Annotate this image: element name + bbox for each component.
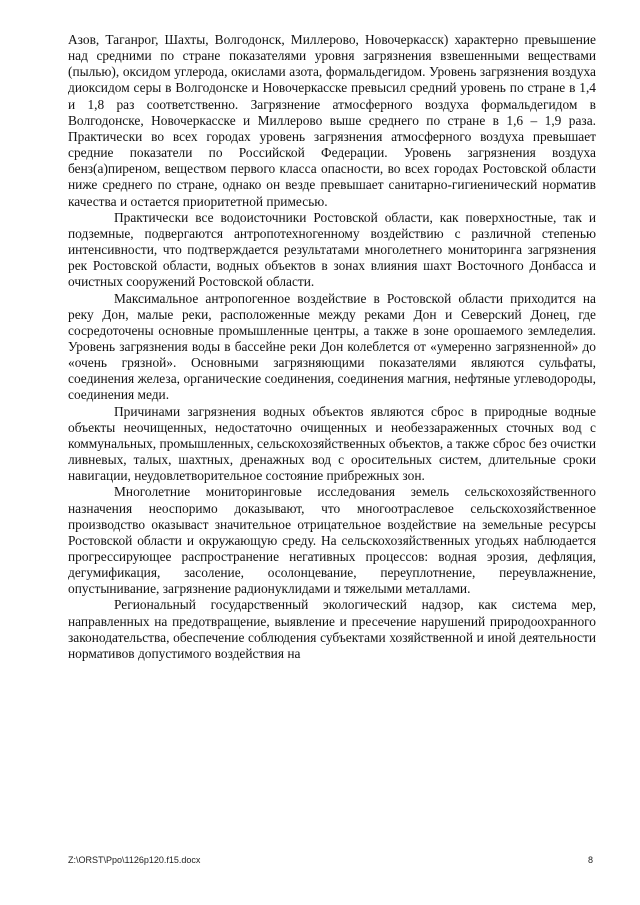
paragraph-water-pollution-causes: Причинами загрязнения водных объектов являются сброс в природные водные объекты неочищенных, недостаточно очищенных и необеззараженных сточных вод с коммунальных, промышленных, сельскохозяйственных объектов, а также сброс без очистки ливневых, талых, шахтных, дренажных вод с оросительных систем, длительные сроки навигации, неудовлетворительное состояние прибрежных зон.: [68, 403, 596, 484]
footer-file-path: Z:\ORST\Ppo\1126p120.f15.docx: [68, 855, 201, 865]
document-body: [68, 32, 596, 662]
paragraph-don-river-impact: Максимальное антропогенное воздействие в Ростовской области приходится на реку Дон, малые реки, расположенные между реками Дон и Северский Донец, где сосредоточены основные промышленные центры, а также в зоне орошаемого земледелия. Уровень загрязнения воды в бассейне реки Дон колеблется от «умеренно загрязненной» до «очень грязной». Основными загрязняющими показателями являются сульфаты, соединения железа, органические соединения, соединения магния, нефтяные углеводороды, соединения меди.: [68, 290, 596, 403]
paragraph-agricultural-land: Многолетние мониторинговые исследования земель сельскохозяйственного назначения неоспоримо доказывают, что многоотраслевое сельскохозяйственное производство оказываст значительное отрицательное воздействие на земельные ресурсы Ростовской области и окружающую среду. На сельскохозяйственных угодьях наблюдается прогрессирующее распространение негативных процессов: водная эрозия, дефляция, дегумификация, засоление, осолонцевание, переуплотнение, переувлажнение, опустынивание, загрязнение радионуклидами и тяжелыми металлами.: [68, 484, 596, 597]
page-number: 8: [588, 855, 594, 865]
paragraph-air-pollution: Азов, Таганрог, Шахты, Волгодонск, Миллерово, Новочеркасск) характерно превышение над средними по стране показателями уровня загрязнения взвешенными веществами (пылью), оксидом углерода, окислами азота, формальдегидом. Уровень загрязнения воздуха диоксидом серы в Волгодонске и Новочеркасске превысил средний уровень по стране в 1,4 и 1,8 раз соответственно. Загрязнение атмосферного воздуха формальдегидом в Волгодонске, Новочеркасске и Миллерово выше среднего по стране в 1,6 – 1,9 раза. Практически во всех городах уровень загрязнения атмосферного воздуха превышает средние показатели по Российской Федерации. Уровень загрязнения воздуха бенз(а)пиреном, веществом первого класса опасности, во всех городах Ростовской области ниже среднего по стране, однако он везде превышает санитарно-гигиенический норматив качества и остается приоритетной примесью.: [68, 32, 596, 209]
paragraph-ecological-supervision: Региональный государственный экологический надзор, как система мер, направленных на предотвращение, выявление и пресечение нарушений природоохранного законодательства, обеспечение соблюдения субъектами хозяйственной и иной деятельности нормативов допустимого воздействия на: [68, 597, 596, 661]
paragraph-water-sources: Практически все водоисточники Ростовской области, как поверхностные, так и подземные, подвергаются антропотехногенному воздействию с различной степенью интенсивности, что подтверждается результатами многолетнего мониторинга загрязнения рек Ростовской области, водных объектов в зонах влияния шахт Восточного Донбасса и очистных сооружений Ростовской области.: [68, 209, 596, 290]
